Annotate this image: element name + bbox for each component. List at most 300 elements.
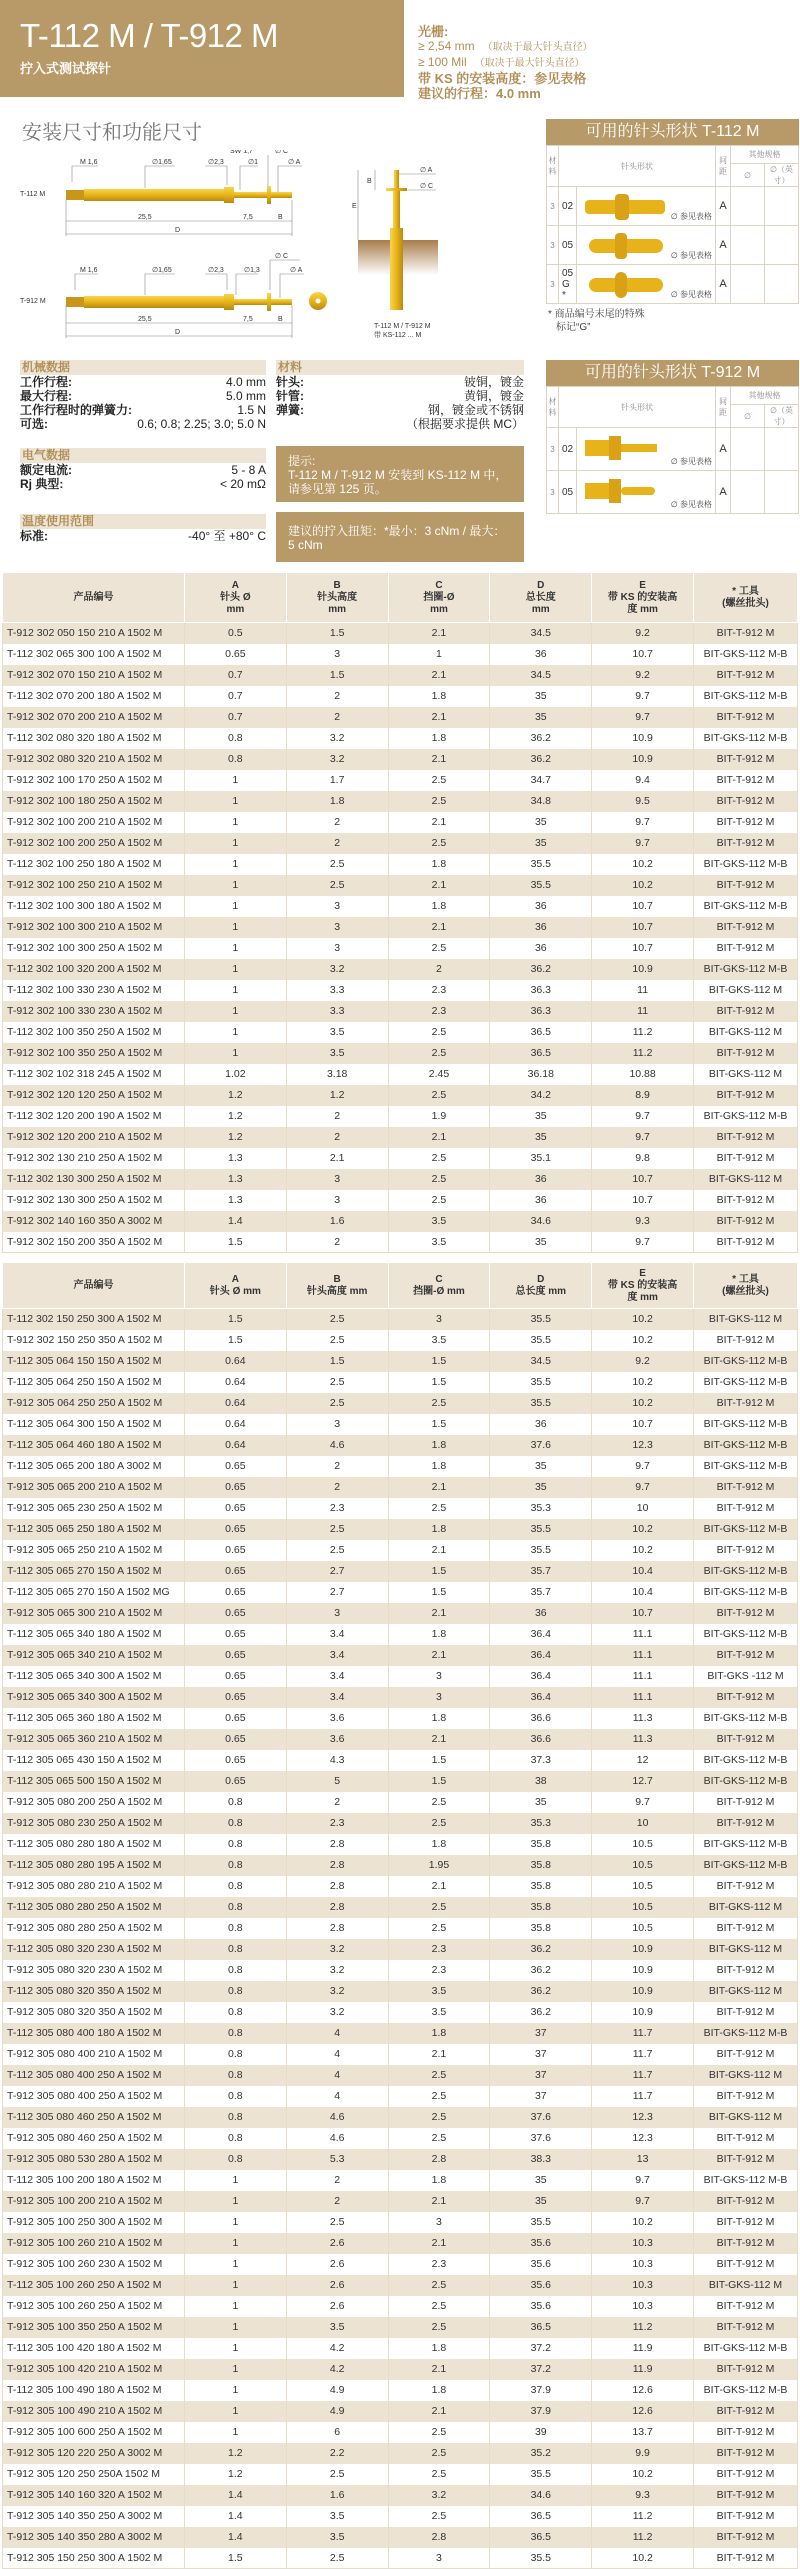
collar-diameter: 1.8	[388, 1456, 490, 1477]
tip-height: 6	[286, 2422, 388, 2443]
tool: BIT-T-912 M	[694, 1330, 798, 1351]
tool: BIT-GKS-112 M-B	[694, 2380, 798, 2401]
part-number: T-912 305 080 230 250 A 1502 M	[3, 1813, 185, 1834]
table-row	[3, 2506, 798, 2527]
table-row	[3, 2044, 798, 2065]
spec-row	[20, 529, 266, 543]
total-length: 35	[490, 1456, 592, 1477]
collar-diameter: 1.8	[388, 896, 490, 917]
tip-height: 3.4	[286, 1687, 388, 1708]
tip-diameter: 0.8	[184, 2128, 286, 2149]
install-height: 11.2	[592, 1043, 694, 1064]
collar-diameter: 2.1	[388, 2233, 490, 2254]
tip-diameter: 1	[184, 791, 286, 812]
table-row	[3, 2002, 798, 2023]
dim-dc-c: ∅ C	[420, 183, 434, 190]
total-length: 36	[490, 1414, 592, 1435]
install-height: 9.2	[592, 665, 694, 686]
spec-row	[20, 477, 266, 491]
material: 3	[547, 226, 559, 265]
tip-diameter: 0.8	[184, 1855, 286, 1876]
dim-m16-b: M 1,6	[80, 267, 98, 274]
spec-row	[276, 403, 524, 417]
spec-label: 针头:	[276, 375, 304, 389]
tip-height: 2.5	[286, 2212, 388, 2233]
part-number: T-112 305 064 300 150 A 1502 M	[3, 1414, 185, 1435]
dim-d-b: D	[175, 329, 181, 336]
part-number: T-912 305 100 420 210 A 1502 M	[3, 2359, 185, 2380]
spec-label: 最大行程:	[20, 389, 72, 403]
tip-diameter: 0.8	[184, 728, 286, 749]
table-row	[3, 1855, 798, 1876]
install-height: 10.9	[592, 1939, 694, 1960]
part-number: T-112 305 080 460 250 A 1502 M	[3, 2107, 185, 2128]
part-number: T-112 302 130 300 250 A 1502 M	[3, 1169, 185, 1190]
tip-diameter: 0.65	[184, 1645, 286, 1666]
table-row	[3, 2317, 798, 2338]
header-line: E	[639, 1267, 646, 1279]
install-height: 10.2	[592, 2212, 694, 2233]
spec-label: 针管:	[276, 389, 304, 403]
tool: BIT-T-912 M	[694, 2002, 798, 2023]
collar-diameter: 2.8	[388, 2527, 490, 2548]
dim-d23-b: ∅2,3	[208, 267, 224, 274]
install-height: 11.2	[592, 2527, 694, 2548]
column-header	[592, 573, 694, 623]
dim-d23-a: ∅2,3	[208, 159, 224, 166]
total-length: 35	[490, 1477, 592, 1498]
collar-diameter: 1.5	[388, 1582, 490, 1603]
table-row	[3, 1624, 798, 1645]
part-number: T-912 302 150 250 350 A 1502 M	[3, 1330, 185, 1351]
part-number: T-912 305 065 250 210 A 1502 M	[3, 1540, 185, 1561]
tip-height: 2	[286, 707, 388, 728]
collar-diameter: 1.8	[388, 2023, 490, 2044]
total-length: 35.7	[490, 1561, 592, 1582]
install-height: 9.7	[592, 1456, 694, 1477]
head-shape-row	[547, 187, 799, 226]
tip-height: 4.2	[286, 2338, 388, 2359]
total-length: 35.5	[490, 1330, 592, 1351]
spec-value: 5 - 8 A	[231, 463, 266, 477]
install-height: 12.3	[592, 2107, 694, 2128]
total-length: 34.7	[490, 770, 592, 791]
header-line: mm	[531, 603, 550, 615]
head-shape-row	[547, 226, 799, 265]
total-length: 36.2	[490, 1960, 592, 1981]
tip-height: 3.5	[286, 2527, 388, 2548]
total-length: 35.8	[490, 1834, 592, 1855]
tip-diameter: 0.8	[184, 749, 286, 770]
tool: BIT-T-912 M	[694, 917, 798, 938]
mechanical-data	[20, 360, 266, 431]
header-line: C	[435, 1273, 443, 1285]
total-length: 35.6	[490, 2233, 592, 2254]
tool: BIT-T-912 M	[694, 2128, 798, 2149]
tip-height: 4.6	[286, 1435, 388, 1456]
part-number: T-912 302 070 200 210 A 1502 M	[3, 707, 185, 728]
tip-diameter: 0.8	[184, 2002, 286, 2023]
header-line: 总长度	[525, 591, 556, 603]
table-row	[3, 728, 798, 749]
tip-height: 2.5	[286, 1540, 388, 1561]
part-number: T-912 302 080 320 210 A 1502 M	[3, 749, 185, 770]
head-shapes-t912-table	[546, 386, 799, 514]
total-length: 36	[490, 896, 592, 917]
install-height: 13	[592, 2149, 694, 2170]
total-length: 35.8	[490, 1876, 592, 1897]
header-line: * 工具	[732, 1273, 759, 1285]
collar-diameter: 1.8	[388, 2170, 490, 2191]
install-height: 9.7	[592, 707, 694, 728]
dim-da-a: ∅ A	[288, 159, 301, 166]
install-height: 9.9	[592, 2443, 694, 2464]
tip-height: 4	[286, 2023, 388, 2044]
tip-height: 3.2	[286, 1981, 388, 2002]
table-row	[3, 1456, 798, 1477]
tip-diameter: 1.2	[184, 1085, 286, 1106]
install-height: 12.3	[592, 1435, 694, 1456]
install-height: 9.5	[592, 791, 694, 812]
part-number: T-912 305 080 200 250 A 1502 M	[3, 1792, 185, 1813]
tip-diameter: 1	[184, 2317, 286, 2338]
spec-row	[20, 389, 266, 403]
part-number: T-912 305 120 250 250A 1502 M	[3, 2464, 185, 2485]
install-height: 10.2	[592, 875, 694, 896]
collar-diameter: 3.5	[388, 1232, 490, 1253]
tip-height: 3.18	[286, 1064, 388, 1085]
part-number: T-112 305 080 400 180 A 1502 M	[3, 2023, 185, 2044]
total-length: 35.3	[490, 1498, 592, 1519]
part-number: T-912 305 140 350 250 A 3002 M	[3, 2506, 185, 2527]
table-row	[3, 2485, 798, 2506]
total-length: 35.5	[490, 2212, 592, 2233]
label-t912: T-912 M	[20, 298, 46, 305]
tip-text: T-112 M / T-912 M 安装到 KS-112 M 中，请参见第 125 页。	[288, 468, 508, 496]
spec-value: 1.5 N	[237, 403, 266, 417]
part-number: T-912 302 100 300 250 A 1502 M	[3, 938, 185, 959]
total-length: 36.2	[490, 728, 592, 749]
part-number: T-912 305 100 490 210 A 1502 M	[3, 2401, 185, 2422]
total-length: 38.3	[490, 2149, 592, 2170]
tool: BIT-T-912 M	[694, 1540, 798, 1561]
table-row	[3, 1498, 798, 1519]
collar-diameter: 2.3	[388, 1001, 490, 1022]
table-row	[3, 1876, 798, 1897]
total-length: 34.6	[490, 1211, 592, 1232]
install-height: 10.7	[592, 1414, 694, 1435]
tool: BIT-T-912 M	[694, 1393, 798, 1414]
grid-label: 光栅:	[418, 24, 449, 39]
column-header	[286, 1263, 388, 1309]
total-length: 37.6	[490, 2107, 592, 2128]
part-number: T-912 305 080 280 210 A 1502 M	[3, 1876, 185, 1897]
tip-height: 4.6	[286, 2107, 388, 2128]
install-height: 10.2	[592, 1309, 694, 1330]
column-header	[3, 573, 185, 623]
tip-height: 2.8	[286, 1897, 388, 1918]
part-number: T-112 305 080 320 350 A 1502 M	[3, 1981, 185, 2002]
collar-diameter: 2.5	[388, 1897, 490, 1918]
tip-height: 3.5	[286, 2317, 388, 2338]
collar-diameter: 3.5	[388, 2002, 490, 2023]
total-length: 35.7	[490, 1582, 592, 1603]
install-height: 10.9	[592, 959, 694, 980]
install-height: 11	[592, 1001, 694, 1022]
tip-diameter: 1	[184, 2212, 286, 2233]
spec-row	[20, 463, 266, 477]
install-height: 10.2	[592, 1540, 694, 1561]
temperature-range	[20, 514, 266, 543]
tip-diameter: 1	[184, 2359, 286, 2380]
part-number: T-112 305 100 200 180 A 1502 M	[3, 2170, 185, 2191]
tool: BIT-T-912 M	[694, 812, 798, 833]
install-height: 10.2	[592, 2464, 694, 2485]
tip-diameter: 1.5	[184, 1309, 286, 1330]
tip-diameter: 0.8	[184, 1981, 286, 2002]
dim-dc-b: ∅ C	[275, 253, 289, 260]
collar-diameter: 2.5	[388, 833, 490, 854]
tip-height: 2.8	[286, 1834, 388, 1855]
install-height: 9.2	[592, 1351, 694, 1372]
collar-diameter: 2.5	[388, 2422, 490, 2443]
part-number: T-112 305 100 260 250 A 1502 M	[3, 2275, 185, 2296]
total-length: 37	[490, 2086, 592, 2107]
tip-diameter: 1	[184, 1022, 286, 1043]
total-length: 39	[490, 2422, 592, 2443]
part-number: T-912 305 080 460 250 A 1502 M	[3, 2128, 185, 2149]
collar-diameter: 2.5	[388, 1813, 490, 1834]
tip-diameter: 0.8	[184, 1792, 286, 1813]
collar-diameter: 3.5	[388, 1981, 490, 2002]
collar-diameter: 2.8	[388, 2149, 490, 2170]
table-row	[3, 2359, 798, 2380]
install-height: 10.5	[592, 1855, 694, 1876]
total-length: 36.6	[490, 1708, 592, 1729]
install-height: 10.2	[592, 1330, 694, 1351]
tip-diameter: 0.7	[184, 665, 286, 686]
tip-height: 2.6	[286, 2233, 388, 2254]
part-number: T-912 305 100 260 250 A 1502 M	[3, 2296, 185, 2317]
tip-title: 提示:	[288, 454, 316, 468]
tool: BIT-GKS-112 M-B	[694, 1414, 798, 1435]
tip-diameter: 0.64	[184, 1435, 286, 1456]
table-row	[3, 2548, 798, 2569]
dim-d-a: D	[175, 227, 181, 234]
table-row	[3, 1232, 798, 1253]
tip-height: 4.2	[286, 2359, 388, 2380]
tool: BIT-GKS-112 M	[694, 2107, 798, 2128]
tip-height: 3.2	[286, 728, 388, 749]
material: 3	[547, 187, 559, 226]
part-number: T-912 305 080 530 280 A 1502 M	[3, 2149, 185, 2170]
part-number: T-912 302 100 350 250 A 1502 M	[3, 1043, 185, 1064]
part-number: T-112 305 065 340 300 A 1502 M	[3, 1666, 185, 1687]
head-shape-02-icon	[583, 433, 673, 463]
shape-code: 05	[559, 226, 577, 265]
install-height: 11.3	[592, 1708, 694, 1729]
tip-height: 2	[286, 833, 388, 854]
collar-diameter: 3	[388, 1666, 490, 1687]
table-row	[3, 1750, 798, 1771]
install-height: 11.1	[592, 1666, 694, 1687]
total-length: 35.3	[490, 1813, 592, 1834]
collar-diameter: 2.1	[388, 1477, 490, 1498]
collar-diameter: 3	[388, 1687, 490, 1708]
collar-diameter: 2.5	[388, 2296, 490, 2317]
tool: BIT-GKS-112 M-B	[694, 2023, 798, 2044]
total-length: 35.5	[490, 854, 592, 875]
tip-height: 3	[286, 917, 388, 938]
install-height: 11	[592, 980, 694, 1001]
page-header	[0, 0, 800, 100]
total-length: 35.5	[490, 1540, 592, 1561]
tool: BIT-GKS-112 M-B	[694, 1561, 798, 1582]
table-row	[3, 2275, 798, 2296]
tip-diameter: 0.64	[184, 1414, 286, 1435]
table-row	[3, 917, 798, 938]
tool: BIT-T-912 M	[694, 1603, 798, 1624]
part-number: T-112 305 064 460 180 A 1502 M	[3, 1435, 185, 1456]
install-height: 10.5	[592, 1918, 694, 1939]
tool: BIT-GKS-112 M	[694, 1939, 798, 1960]
tool: BIT-T-912 M	[694, 2527, 798, 2548]
tip-diameter: 1	[184, 2422, 286, 2443]
tip-diameter: 0.8	[184, 1960, 286, 1981]
part-number: T-912 302 150 200 350 A 1502 M	[3, 1232, 185, 1253]
shape-code: 05	[559, 471, 577, 514]
header-line: 总长度 mm	[515, 1285, 567, 1297]
tip-diameter: 1	[184, 833, 286, 854]
install-height: 9.7	[592, 686, 694, 707]
tool: BIT-T-912 M	[694, 1127, 798, 1148]
total-length: 35	[490, 1232, 592, 1253]
table-row	[3, 1435, 798, 1456]
tool: BIT-T-912 M	[694, 1148, 798, 1169]
tool: BIT-GKS-112 M	[694, 980, 798, 1001]
grid-mil-value: ≥ 100 Mil	[418, 55, 467, 69]
spec-value: 钢，镀金或不锈钢	[427, 403, 524, 417]
part-number: T-112 305 065 430 150 A 1502 M	[3, 1750, 185, 1771]
part-number: T-912 305 065 230 250 A 1502 M	[3, 1498, 185, 1519]
total-length: 35	[490, 812, 592, 833]
tip-diameter: 0.5	[184, 623, 286, 644]
collar-diameter: 2.1	[388, 812, 490, 833]
tip-height: 1.7	[286, 770, 388, 791]
header-line: 带 KS 的安装高	[607, 591, 678, 603]
install-height: 11.1	[592, 1687, 694, 1708]
install-height: 9.7	[592, 812, 694, 833]
total-length: 37.6	[490, 2128, 592, 2149]
total-length: 36.5	[490, 2527, 592, 2548]
total-length: 35.8	[490, 1918, 592, 1939]
tip-diameter: 1.2	[184, 2443, 286, 2464]
spec-label: 弹簧:	[276, 403, 304, 417]
collar-diameter: 2	[388, 959, 490, 980]
tip-diameter: 0.65	[184, 1687, 286, 1708]
spec-row	[20, 417, 266, 431]
install-height: 9.7	[592, 2191, 694, 2212]
caption-2: 带 KS-112 ... M	[374, 332, 422, 339]
shape-ref: ∅ 参见表格	[670, 212, 712, 221]
total-length: 35	[490, 2170, 592, 2191]
table-row	[3, 1330, 798, 1351]
tip-height: 3.3	[286, 1001, 388, 1022]
tool: BIT-T-912 M	[694, 2443, 798, 2464]
install-height: 9.7	[592, 1232, 694, 1253]
table-row	[3, 1897, 798, 1918]
table-row	[3, 1792, 798, 1813]
total-length: 34.5	[490, 623, 592, 644]
collar-diameter: 2.5	[388, 1918, 490, 1939]
tip-diameter: 1.2	[184, 1106, 286, 1127]
column-header	[3, 1263, 185, 1309]
total-length: 35	[490, 707, 592, 728]
tool: BIT-GKS-112 M-B	[694, 644, 798, 665]
panel-title: 可用的针头形状 T-112 M	[546, 119, 799, 145]
collar-diameter: 1.8	[388, 728, 490, 749]
install-height: 10.9	[592, 749, 694, 770]
install-height: 9.7	[592, 1127, 694, 1148]
table-row	[3, 2338, 798, 2359]
total-length: 36.2	[490, 1981, 592, 2002]
spec-label: 工作行程时的弹簧力:	[20, 403, 132, 417]
footnote-line-2: 标记“G”	[556, 322, 591, 333]
tip-height: 4	[286, 2044, 388, 2065]
tool: BIT-T-912 M	[694, 2422, 798, 2443]
tool: BIT-T-912 M	[694, 1477, 798, 1498]
total-length: 36	[490, 917, 592, 938]
part-number: T-112 305 080 280 195 A 1502 M	[3, 1855, 185, 1876]
tip-diameter: 0.8	[184, 1834, 286, 1855]
collar-diameter: 2.5	[388, 2506, 490, 2527]
collar-diameter: 2.1	[388, 1876, 490, 1897]
collar-diameter: 3.5	[388, 1330, 490, 1351]
tip-height: 2	[286, 1792, 388, 1813]
tip-height: 4.9	[286, 2401, 388, 2422]
install-height: 10.5	[592, 1876, 694, 1897]
tip-height: 2.3	[286, 1498, 388, 1519]
table-row	[3, 2527, 798, 2548]
tip-height: 2.5	[286, 2548, 388, 2569]
table-row	[3, 1211, 798, 1232]
part-number: T-112 302 080 320 180 A 1502 M	[3, 728, 185, 749]
collar-diameter: 2.5	[388, 2317, 490, 2338]
spec-label: 标准:	[20, 529, 48, 543]
tool: BIT-GKS-112 M-B	[694, 1351, 798, 1372]
hole-value: A	[716, 265, 731, 304]
part-number: T-112 305 064 250 150 A 1502 M	[3, 1372, 185, 1393]
install-height: 9.7	[592, 1477, 694, 1498]
shape-ref: ∅ 参见表格	[670, 500, 712, 509]
collar-diameter: 2.1	[388, 1603, 490, 1624]
spec-row	[276, 417, 524, 431]
shape-ref: ∅ 参见表格	[670, 251, 712, 260]
total-length: 35	[490, 2191, 592, 2212]
total-length: 37.2	[490, 2338, 592, 2359]
dim-75-a: 7,5	[243, 214, 253, 221]
dim-d1: ∅1	[248, 159, 258, 166]
collar-diameter: 1.5	[388, 1771, 490, 1792]
total-length: 37.6	[490, 1435, 592, 1456]
tip-diameter: 1	[184, 1001, 286, 1022]
tool: BIT-GKS-112 M-B	[694, 2170, 798, 2191]
table-row	[3, 1918, 798, 1939]
table-row	[3, 2212, 798, 2233]
collar-diameter: 1.9	[388, 1106, 490, 1127]
tool: BIT-T-912 M	[694, 833, 798, 854]
spec-row	[276, 375, 524, 389]
